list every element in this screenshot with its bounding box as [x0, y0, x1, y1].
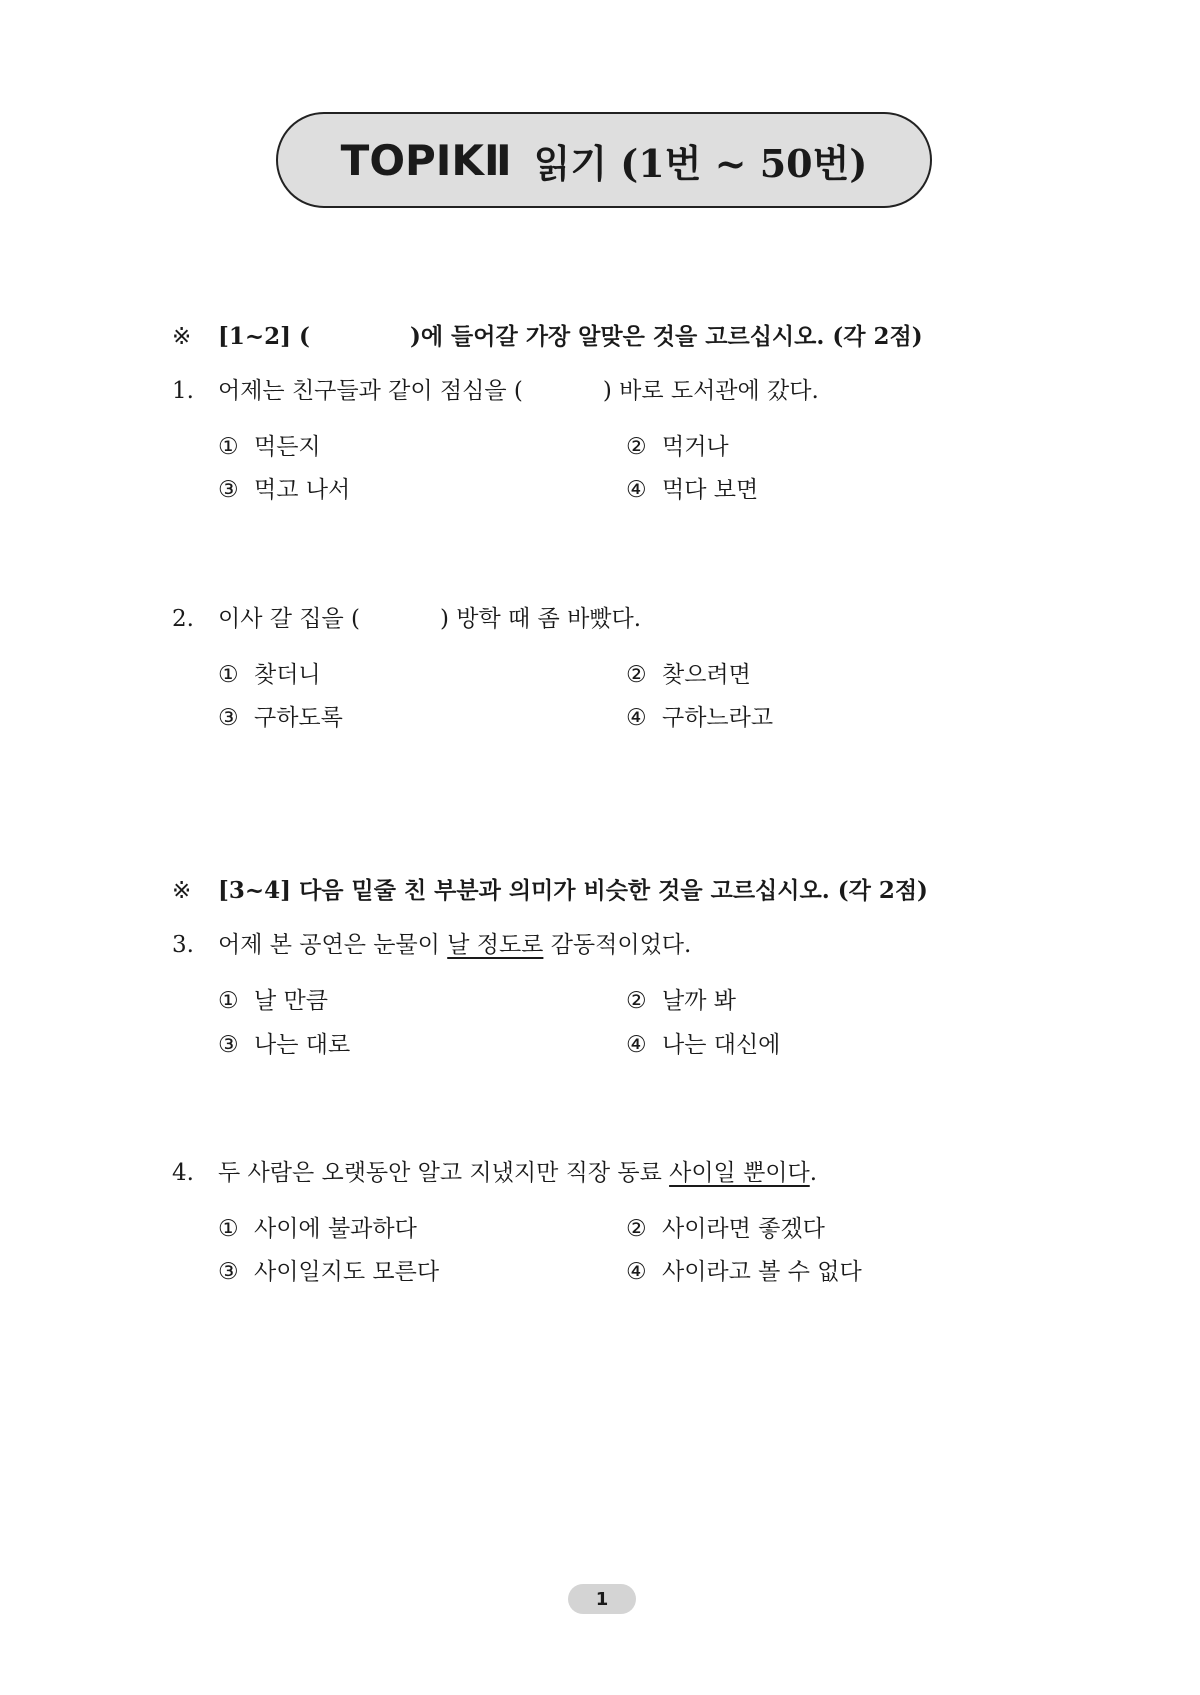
option-number: ②: [626, 662, 647, 688]
option-number: ③: [218, 705, 239, 731]
option-number: ③: [218, 477, 239, 503]
exam-title-level: TOPIKⅡ: [340, 135, 512, 185]
question-text-before: 어제는 친구들과 같이 점심을 (: [218, 378, 523, 404]
option-text: 먹거나: [662, 434, 729, 460]
underlined-phrase: 사이일 뿐이다: [669, 1160, 810, 1186]
option-text: 찾으려면: [662, 662, 751, 688]
answer-option[interactable]: [218, 982, 328, 1015]
answer-option[interactable]: [626, 656, 751, 689]
option-number: ③: [218, 1259, 239, 1285]
option-text: 먹든지: [254, 434, 321, 460]
option-text: 날 만큼: [254, 988, 328, 1014]
option-text: 구하느라고: [662, 705, 774, 731]
option-text: 먹고 나서: [254, 477, 351, 503]
option-number: ②: [626, 988, 647, 1014]
question-number: 1.: [172, 378, 194, 404]
answer-option[interactable]: [218, 428, 321, 461]
option-number: ③: [218, 1032, 239, 1058]
option-number: ②: [626, 434, 647, 460]
option-number: ④: [626, 477, 647, 503]
underlined-phrase: 날 정도로: [447, 932, 544, 958]
answer-option[interactable]: [218, 1026, 350, 1059]
section-range: [1~2] (: [218, 323, 310, 350]
answer-option[interactable]: [626, 1253, 862, 1286]
answer-option[interactable]: [218, 699, 343, 732]
answer-option[interactable]: [626, 699, 773, 732]
question-stem: [172, 372, 819, 405]
option-number: ④: [626, 705, 647, 731]
page-number-badge: [568, 1584, 636, 1614]
answer-option[interactable]: [626, 428, 729, 461]
question-stem: [172, 1154, 817, 1187]
answer-option[interactable]: [218, 656, 321, 689]
option-text: 찾더니: [254, 662, 321, 688]
option-text: 사이라면 좋겠다: [662, 1216, 825, 1242]
option-number: ①: [218, 988, 239, 1014]
answer-option[interactable]: [218, 471, 350, 504]
option-text: 사이에 불과하다: [254, 1216, 417, 1242]
answer-option[interactable]: [626, 471, 758, 504]
exam-title-banner: [276, 112, 932, 208]
option-number: ④: [626, 1259, 647, 1285]
question-stem: [172, 926, 691, 959]
question-text-after: ) 바로 도서관에 갔다.: [602, 378, 819, 404]
option-text: 구하도록: [254, 705, 343, 731]
question-text-before: 어제 본 공연은 눈물이: [218, 932, 448, 958]
option-text: 먹다 보면: [662, 477, 759, 503]
answer-option[interactable]: [626, 1026, 780, 1059]
answer-option[interactable]: [218, 1210, 417, 1243]
page-number: 1: [595, 1588, 609, 1610]
option-number: ①: [218, 434, 239, 460]
question-text-after: 감동적이었다.: [543, 932, 692, 958]
option-number: ④: [626, 1032, 647, 1058]
question-text-before: 이사 갈 집을 (: [218, 606, 360, 632]
question-stem: [172, 600, 641, 633]
section-instruction: [172, 872, 928, 905]
answer-option[interactable]: [218, 1253, 439, 1286]
option-text: 사이일지도 모른다: [254, 1259, 440, 1285]
answer-option[interactable]: [626, 1210, 825, 1243]
section-instruction-text: )에 들어갈 가장 알맞은 것을 고르십시오. (각 2점): [409, 323, 923, 350]
question-text-before: 두 사람은 오랫동안 알고 지냈지만 직장 동료: [218, 1160, 670, 1186]
option-text: 나는 대신에: [662, 1032, 781, 1058]
question-number: 2.: [172, 606, 194, 632]
reference-mark: ※: [172, 878, 192, 904]
section-range: [3~4]: [218, 877, 292, 904]
option-number: ②: [626, 1216, 647, 1242]
option-number: ①: [218, 1216, 239, 1242]
section-instruction-text: 다음 밑줄 친 부분과 의미가 비슷한 것을 고르십시오. (각 2점): [299, 877, 928, 904]
answer-option[interactable]: [626, 982, 736, 1015]
reference-mark: ※: [172, 324, 192, 350]
option-number: ①: [218, 662, 239, 688]
option-text: 날까 봐: [662, 988, 736, 1014]
question-text-after: .: [809, 1160, 818, 1186]
option-text: 나는 대로: [254, 1032, 351, 1058]
option-text: 사이라고 볼 수 없다: [662, 1259, 862, 1285]
question-number: 3.: [172, 932, 194, 958]
question-number: 4.: [172, 1160, 194, 1186]
exam-title-section: 읽기 (1번 ~ 50번): [533, 140, 868, 186]
section-instruction: [172, 318, 923, 351]
question-text-after: ) 방학 때 좀 바빴다.: [440, 606, 642, 632]
